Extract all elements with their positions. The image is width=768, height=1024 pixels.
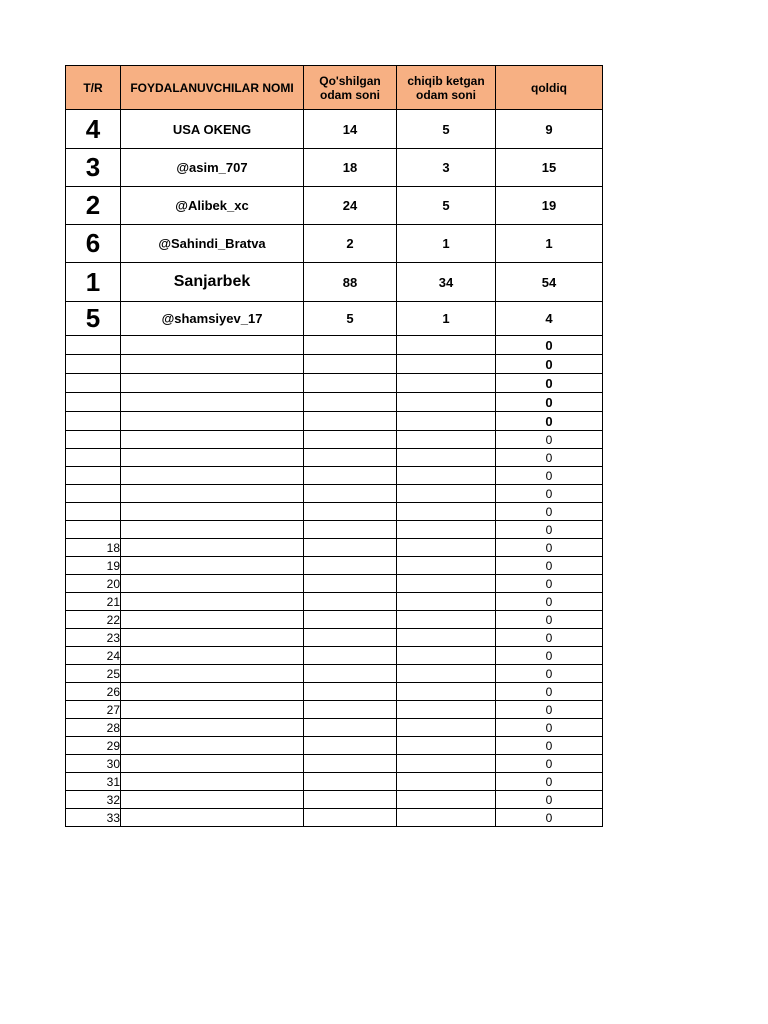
- added-count-cell[interactable]: 24: [304, 187, 397, 225]
- table-row: [66, 263, 603, 302]
- user-name-cell[interactable]: [121, 647, 304, 665]
- rank-cell[interactable]: 6: [66, 225, 121, 263]
- user-name-cell[interactable]: USA OKENG: [121, 110, 304, 149]
- left-count-cell[interactable]: 3: [397, 149, 496, 187]
- remaining-cell[interactable]: 0: [496, 737, 603, 755]
- added-count-cell[interactable]: [304, 755, 397, 773]
- table-row: [66, 539, 603, 557]
- rank-cell[interactable]: [66, 374, 121, 393]
- remaining-cell[interactable]: 0: [496, 701, 603, 719]
- rank-cell[interactable]: 22: [66, 611, 121, 629]
- table-row: [66, 187, 603, 225]
- left-count-cell[interactable]: [397, 431, 496, 449]
- remaining-cell[interactable]: 0: [496, 503, 603, 521]
- added-count-cell[interactable]: 14: [304, 110, 397, 149]
- user-name-cell[interactable]: [121, 683, 304, 701]
- added-count-cell[interactable]: [304, 503, 397, 521]
- table-row: [66, 485, 603, 503]
- user-name-cell[interactable]: [121, 449, 304, 467]
- added-count-cell[interactable]: [304, 683, 397, 701]
- left-count-cell[interactable]: [397, 755, 496, 773]
- table-row: [66, 503, 603, 521]
- user-name-cell[interactable]: [121, 791, 304, 809]
- user-name-cell[interactable]: Sanjarbek: [121, 263, 304, 302]
- left-count-cell[interactable]: [397, 503, 496, 521]
- left-count-cell[interactable]: [397, 593, 496, 611]
- added-count-cell[interactable]: 88: [304, 263, 397, 302]
- remaining-cell[interactable]: 1: [496, 225, 603, 263]
- rank-cell[interactable]: 2: [66, 187, 121, 225]
- left-count-cell[interactable]: [397, 539, 496, 557]
- user-name-cell[interactable]: [121, 467, 304, 485]
- table-row: [66, 557, 603, 575]
- rank-cell[interactable]: 4: [66, 110, 121, 149]
- added-count-cell[interactable]: [304, 737, 397, 755]
- left-count-cell[interactable]: [397, 611, 496, 629]
- added-count-cell[interactable]: [304, 593, 397, 611]
- remaining-cell[interactable]: 0: [496, 412, 603, 431]
- rank-cell[interactable]: [66, 449, 121, 467]
- user-name-cell[interactable]: [121, 575, 304, 593]
- left-count-cell[interactable]: [397, 449, 496, 467]
- left-count-cell[interactable]: [397, 629, 496, 647]
- rank-cell[interactable]: 25: [66, 665, 121, 683]
- remaining-cell[interactable]: 9: [496, 110, 603, 149]
- table-row: [66, 629, 603, 647]
- remaining-cell[interactable]: 15: [496, 149, 603, 187]
- added-count-cell[interactable]: [304, 431, 397, 449]
- header-user-name[interactable]: FOYDALANUVCHILAR NOMI: [121, 66, 304, 110]
- remaining-cell[interactable]: 4: [496, 302, 603, 336]
- remaining-cell[interactable]: 0: [496, 575, 603, 593]
- table-row: [66, 449, 603, 467]
- remaining-cell[interactable]: 0: [496, 665, 603, 683]
- table-row: [66, 683, 603, 701]
- table-row: [66, 647, 603, 665]
- left-count-cell[interactable]: [397, 336, 496, 355]
- rank-cell[interactable]: [66, 336, 121, 355]
- rank-cell[interactable]: 18: [66, 539, 121, 557]
- remaining-cell[interactable]: 0: [496, 485, 603, 503]
- left-count-cell[interactable]: 1: [397, 225, 496, 263]
- added-count-cell[interactable]: 5: [304, 302, 397, 336]
- added-count-cell[interactable]: [304, 355, 397, 374]
- table-row: [66, 809, 603, 827]
- left-count-cell[interactable]: [397, 355, 496, 374]
- user-name-cell[interactable]: [121, 593, 304, 611]
- rank-cell[interactable]: 5: [66, 302, 121, 336]
- remaining-cell[interactable]: 0: [496, 355, 603, 374]
- table-row: [66, 336, 603, 355]
- added-count-cell[interactable]: 18: [304, 149, 397, 187]
- added-count-cell[interactable]: [304, 485, 397, 503]
- added-count-cell[interactable]: [304, 393, 397, 412]
- added-count-cell[interactable]: [304, 449, 397, 467]
- rank-cell[interactable]: [66, 431, 121, 449]
- remaining-cell[interactable]: 0: [496, 336, 603, 355]
- added-count-cell[interactable]: [304, 791, 397, 809]
- rank-cell[interactable]: 20: [66, 575, 121, 593]
- table-row: [66, 374, 603, 393]
- added-count-cell[interactable]: [304, 773, 397, 791]
- rank-cell[interactable]: 26: [66, 683, 121, 701]
- left-count-cell[interactable]: [397, 647, 496, 665]
- user-name-cell[interactable]: [121, 701, 304, 719]
- remaining-cell[interactable]: 0: [496, 809, 603, 827]
- user-name-cell[interactable]: [121, 611, 304, 629]
- table-row: [66, 521, 603, 539]
- added-count-cell[interactable]: [304, 719, 397, 737]
- table-row: [66, 110, 603, 149]
- rank-cell[interactable]: [66, 467, 121, 485]
- rank-cell[interactable]: 3: [66, 149, 121, 187]
- added-count-cell[interactable]: [304, 647, 397, 665]
- user-name-cell[interactable]: [121, 719, 304, 737]
- table-row: [66, 701, 603, 719]
- table-row: [66, 791, 603, 809]
- remaining-cell[interactable]: 0: [496, 647, 603, 665]
- remaining-cell[interactable]: 0: [496, 539, 603, 557]
- rank-cell[interactable]: [66, 393, 121, 412]
- rank-cell[interactable]: [66, 412, 121, 431]
- rank-cell[interactable]: [66, 521, 121, 539]
- rank-cell[interactable]: 32: [66, 791, 121, 809]
- table-row: [66, 149, 603, 187]
- user-name-cell[interactable]: [121, 773, 304, 791]
- table-row: [66, 412, 603, 431]
- user-name-cell[interactable]: [121, 539, 304, 557]
- left-count-cell[interactable]: [397, 683, 496, 701]
- rank-cell[interactable]: 1: [66, 263, 121, 302]
- user-name-cell[interactable]: [121, 355, 304, 374]
- user-name-cell[interactable]: [121, 374, 304, 393]
- added-count-cell[interactable]: [304, 336, 397, 355]
- added-count-cell[interactable]: [304, 521, 397, 539]
- remaining-cell[interactable]: 0: [496, 557, 603, 575]
- remaining-cell[interactable]: 0: [496, 629, 603, 647]
- added-count-cell[interactable]: 2: [304, 225, 397, 263]
- left-count-cell[interactable]: 1: [397, 302, 496, 336]
- left-count-cell[interactable]: [397, 412, 496, 431]
- rank-cell[interactable]: 33: [66, 809, 121, 827]
- remaining-cell[interactable]: 0: [496, 374, 603, 393]
- table-row: [66, 302, 603, 336]
- remaining-cell[interactable]: 19: [496, 187, 603, 225]
- left-count-cell[interactable]: [397, 773, 496, 791]
- user-count-table: [65, 65, 603, 827]
- user-name-cell[interactable]: [121, 412, 304, 431]
- header-tr[interactable]: T/R: [66, 66, 121, 110]
- user-name-cell[interactable]: @shamsiyev_17: [121, 302, 304, 336]
- rank-cell[interactable]: 29: [66, 737, 121, 755]
- remaining-cell[interactable]: 0: [496, 791, 603, 809]
- user-name-cell[interactable]: [121, 755, 304, 773]
- rank-cell[interactable]: [66, 503, 121, 521]
- user-name-cell[interactable]: [121, 665, 304, 683]
- left-count-cell[interactable]: 5: [397, 110, 496, 149]
- user-name-cell[interactable]: @Sahindi_Bratva: [121, 225, 304, 263]
- remaining-cell[interactable]: 0: [496, 521, 603, 539]
- left-count-cell[interactable]: [397, 467, 496, 485]
- remaining-cell[interactable]: 0: [496, 773, 603, 791]
- remaining-cell[interactable]: 0: [496, 467, 603, 485]
- added-count-cell[interactable]: [304, 374, 397, 393]
- remaining-cell[interactable]: 0: [496, 719, 603, 737]
- table-row: [66, 225, 603, 263]
- left-count-cell[interactable]: 34: [397, 263, 496, 302]
- table-row: [66, 393, 603, 412]
- left-count-cell[interactable]: [397, 719, 496, 737]
- remaining-cell[interactable]: 0: [496, 449, 603, 467]
- remaining-cell[interactable]: 0: [496, 683, 603, 701]
- table-row: [66, 355, 603, 374]
- remaining-cell[interactable]: 54: [496, 263, 603, 302]
- header-left-count[interactable]: chiqib ketgan odam soni: [397, 66, 496, 110]
- rank-cell[interactable]: 31: [66, 773, 121, 791]
- table-row: [66, 593, 603, 611]
- user-name-cell[interactable]: [121, 485, 304, 503]
- table-row: [66, 773, 603, 791]
- remaining-cell[interactable]: 0: [496, 393, 603, 412]
- added-count-cell[interactable]: [304, 575, 397, 593]
- table-row: [66, 719, 603, 737]
- left-count-cell[interactable]: 5: [397, 187, 496, 225]
- added-count-cell[interactable]: [304, 539, 397, 557]
- rank-cell[interactable]: 30: [66, 755, 121, 773]
- added-count-cell[interactable]: [304, 611, 397, 629]
- user-name-cell[interactable]: @Alibek_xc: [121, 187, 304, 225]
- header-remaining[interactable]: qoldiq: [496, 66, 603, 110]
- added-count-cell[interactable]: [304, 412, 397, 431]
- remaining-cell[interactable]: 0: [496, 431, 603, 449]
- left-count-cell[interactable]: [397, 575, 496, 593]
- left-count-cell[interactable]: [397, 485, 496, 503]
- added-count-cell[interactable]: [304, 467, 397, 485]
- left-count-cell[interactable]: [397, 701, 496, 719]
- user-name-cell[interactable]: [121, 393, 304, 412]
- rank-cell[interactable]: 19: [66, 557, 121, 575]
- rank-cell[interactable]: 28: [66, 719, 121, 737]
- user-name-cell[interactable]: @asim_707: [121, 149, 304, 187]
- user-name-cell[interactable]: [121, 557, 304, 575]
- table-row: [66, 755, 603, 773]
- table-row: [66, 467, 603, 485]
- added-count-cell[interactable]: [304, 557, 397, 575]
- left-count-cell[interactable]: [397, 737, 496, 755]
- left-count-cell[interactable]: [397, 809, 496, 827]
- user-name-cell[interactable]: [121, 629, 304, 647]
- user-name-cell[interactable]: [121, 431, 304, 449]
- left-count-cell[interactable]: [397, 374, 496, 393]
- added-count-cell[interactable]: [304, 665, 397, 683]
- remaining-cell[interactable]: 0: [496, 755, 603, 773]
- left-count-cell[interactable]: [397, 521, 496, 539]
- table-row: [66, 611, 603, 629]
- user-name-cell[interactable]: [121, 503, 304, 521]
- user-name-cell[interactable]: [121, 809, 304, 827]
- header-row: [66, 66, 603, 110]
- table-row: [66, 737, 603, 755]
- user-name-cell[interactable]: [121, 521, 304, 539]
- table-row: [66, 575, 603, 593]
- left-count-cell[interactable]: [397, 557, 496, 575]
- remaining-cell[interactable]: 0: [496, 611, 603, 629]
- header-added-count[interactable]: Qo'shilgan odam soni: [304, 66, 397, 110]
- added-count-cell[interactable]: [304, 701, 397, 719]
- rank-cell[interactable]: [66, 355, 121, 374]
- rank-cell[interactable]: 27: [66, 701, 121, 719]
- rank-cell[interactable]: 21: [66, 593, 121, 611]
- table-row: [66, 665, 603, 683]
- left-count-cell[interactable]: [397, 393, 496, 412]
- remaining-cell[interactable]: 0: [496, 593, 603, 611]
- user-name-cell[interactable]: [121, 737, 304, 755]
- table-row: [66, 431, 603, 449]
- added-count-cell[interactable]: [304, 809, 397, 827]
- added-count-cell[interactable]: [304, 629, 397, 647]
- rank-cell[interactable]: 23: [66, 629, 121, 647]
- rank-cell[interactable]: 24: [66, 647, 121, 665]
- left-count-cell[interactable]: [397, 665, 496, 683]
- rank-cell[interactable]: [66, 485, 121, 503]
- left-count-cell[interactable]: [397, 791, 496, 809]
- user-name-cell[interactable]: [121, 336, 304, 355]
